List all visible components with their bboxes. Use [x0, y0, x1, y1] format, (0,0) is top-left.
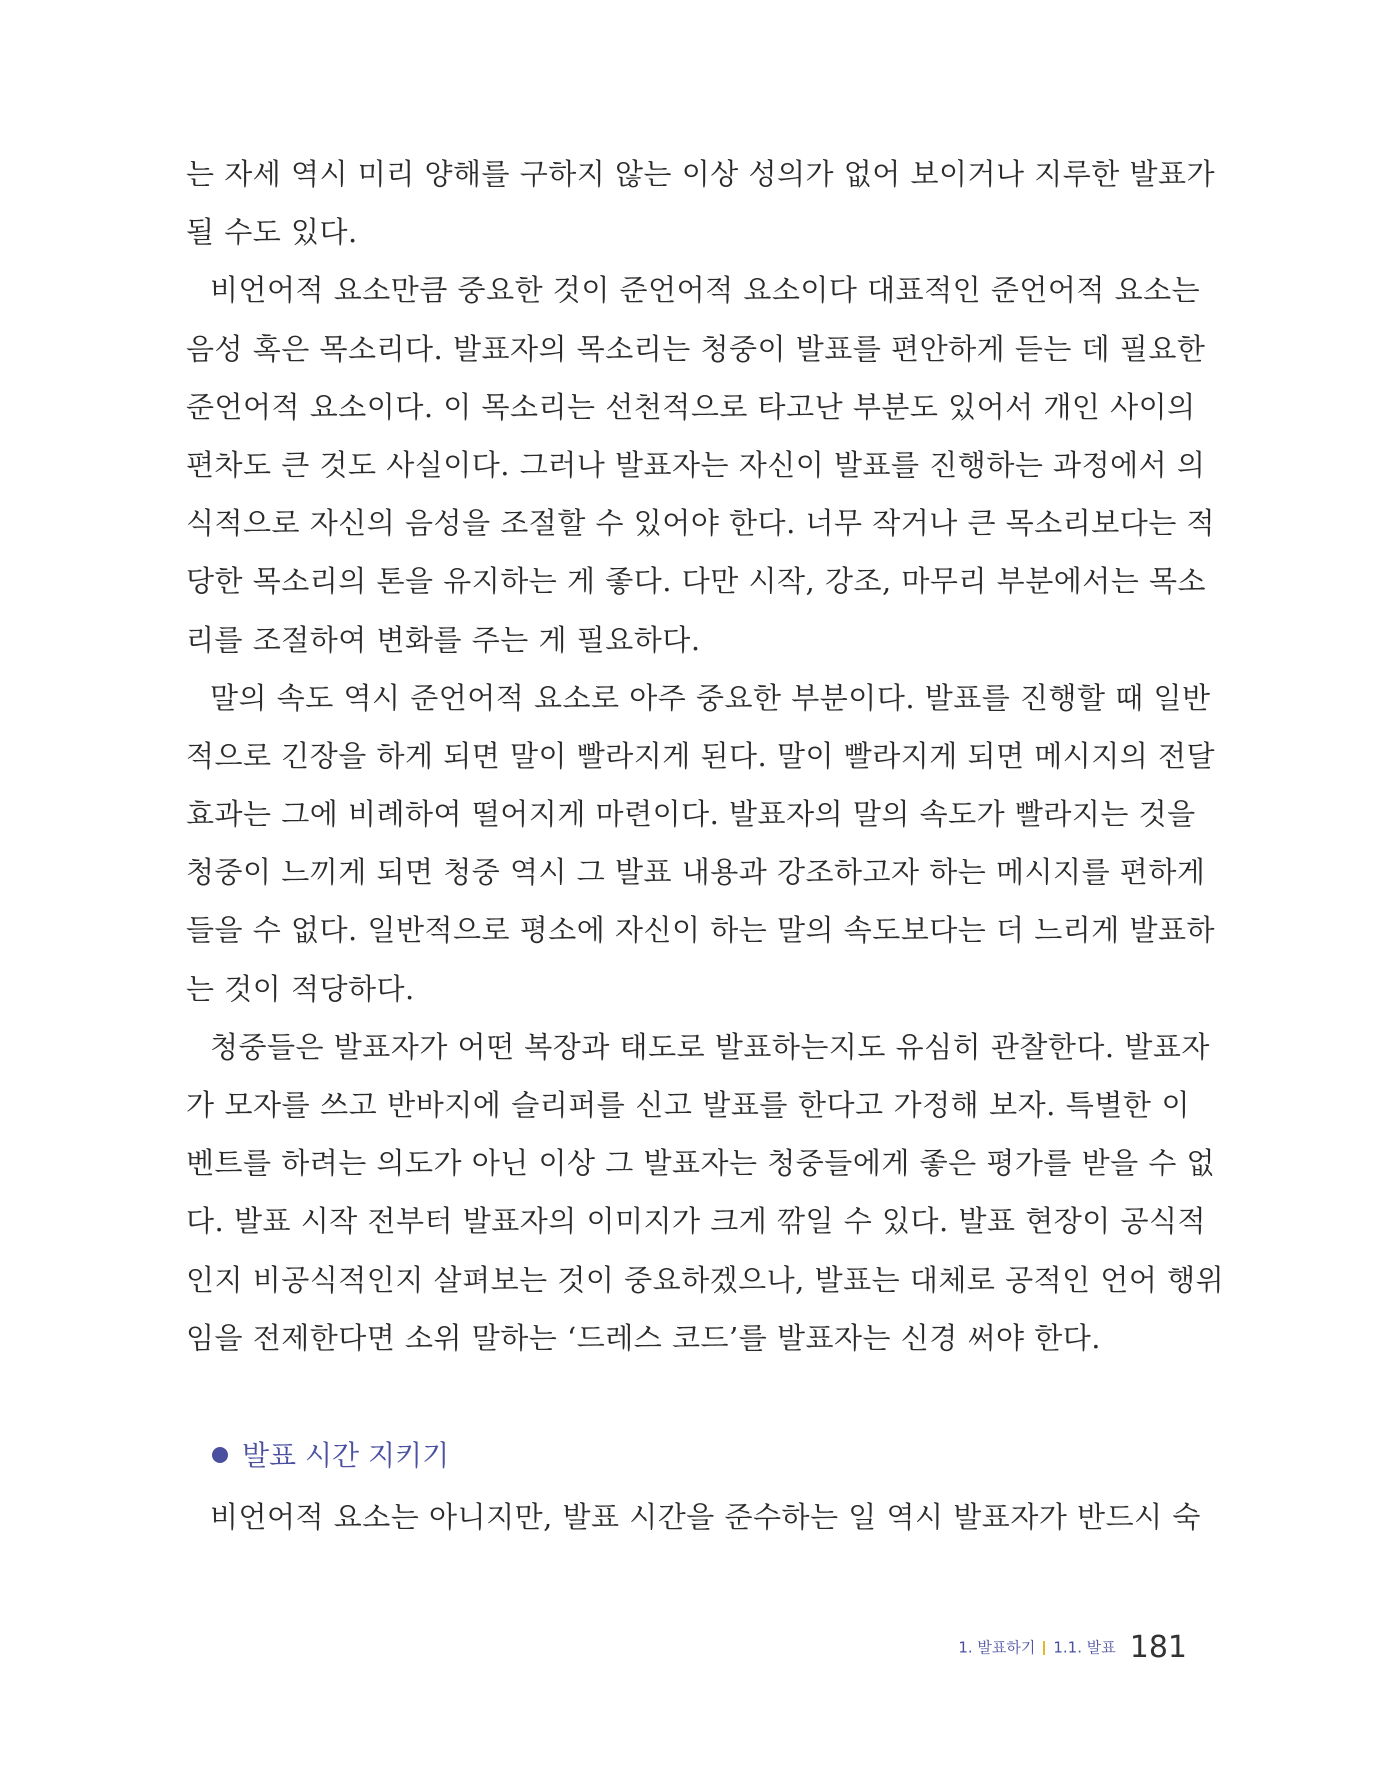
footer-section: 1.1. 발표: [1053, 1638, 1116, 1657]
paragraph-line: 는 것이 적당하다.: [186, 971, 415, 1006]
paragraph-line: 준언어적 요소이다. 이 목소리는 선천적으로 타고난 부분도 있어서 개인 사이의: [186, 389, 1196, 424]
paragraph-line: 식적으로 자신의 음성을 조절할 수 있어야 한다. 너무 작거나 큰 목소리보다는 적: [186, 506, 1216, 541]
footer-separator: [1043, 1641, 1045, 1655]
paragraph-line: 비언어적 요소만큼 중요한 것이 준언어적 요소이다 대표적인 준언어적 요소는: [210, 273, 1201, 308]
paragraph-line: 다. 발표 시작 전부터 발표자의 이미지가 크게 깎일 수 있다. 발표 현장이 공식적: [186, 1204, 1206, 1239]
paragraph-line: 될 수도 있다.: [186, 215, 358, 250]
body-text: [186, 145, 1225, 1367]
paragraph-line: 말의 속도 역시 준언어적 요소로 아주 중요한 부분이다. 발표를 진행할 때 일반: [210, 680, 1211, 715]
page-number: 181: [1129, 1629, 1187, 1665]
paragraph-line: 는 자세 역시 미리 양해를 구하지 않는 이상 성의가 없어 보이거나 지루한 발표가: [186, 157, 1216, 191]
paragraph-line: 리를 조절하여 변화를 주는 게 필요하다.: [186, 622, 701, 657]
paragraph-line: 들을 수 없다. 일반적으로 평소에 자신이 하는 말의 속도보다는 더 느리게 발표하: [186, 913, 1216, 948]
footer-chapter: 1. 발표하기: [958, 1638, 1036, 1657]
paragraph-line: 청중들은 발표자가 어떤 복장과 태도로 발표하는지도 유심히 관찰한다. 발표자: [210, 1029, 1210, 1064]
paragraph-line: 적으로 긴장을 하게 되면 말이 빨라지게 된다. 말이 빨라지게 되면 메시지의 전달: [186, 738, 1216, 773]
body-text-continued: [186, 1488, 1201, 1546]
paragraph-line: 가 모자를 쓰고 반바지에 슬리퍼를 신고 발표를 한다고 가정해 보자. 특별한 이: [186, 1088, 1190, 1122]
paragraph-line: 당한 목소리의 톤을 유지하는 게 좋다. 다만 시작, 강조, 마무리 부분에서는 목소: [186, 564, 1206, 599]
paragraph-line: 비언어적 요소는 아니지만, 발표 시간을 준수하는 일 역시 발표자가 반드시 숙: [210, 1500, 1201, 1534]
page-footer: [958, 1625, 1187, 1669]
paragraph-line: 효과는 그에 비례하여 떨어지게 마련이다. 발표자의 말의 속도가 빨라지는 것을: [186, 797, 1196, 832]
section-heading: [212, 1432, 449, 1480]
section-heading-text: 발표 시간 지키기: [242, 1439, 450, 1472]
paragraph-line: 청중이 느끼게 되면 청중 역시 그 발표 내용과 강조하고자 하는 메시지를 편하게: [186, 855, 1206, 890]
paragraph-line: 벤트를 하려는 의도가 아닌 이상 그 발표자는 청중들에게 좋은 평가를 받을 수 없: [186, 1146, 1216, 1181]
paragraph-line: 음성 혹은 목소리다. 발표자의 목소리는 청중이 발표를 편안하게 듣는 데 필요한: [186, 331, 1206, 366]
paragraph-line: 인지 비공식적인지 살펴보는 것이 중요하겠으나, 발표는 대체로 공적인 언어 행위: [186, 1262, 1225, 1297]
paragraph-line: 임을 전제한다면 소위 말하는 ‘드레스 코드’를 발표자는 신경 써야 한다.: [186, 1320, 1102, 1355]
paragraph-line: 편차도 큰 것도 사실이다. 그러나 발표자는 자신이 발표를 진행하는 과정에서 의: [186, 447, 1206, 482]
bullet-icon: [212, 1447, 228, 1463]
